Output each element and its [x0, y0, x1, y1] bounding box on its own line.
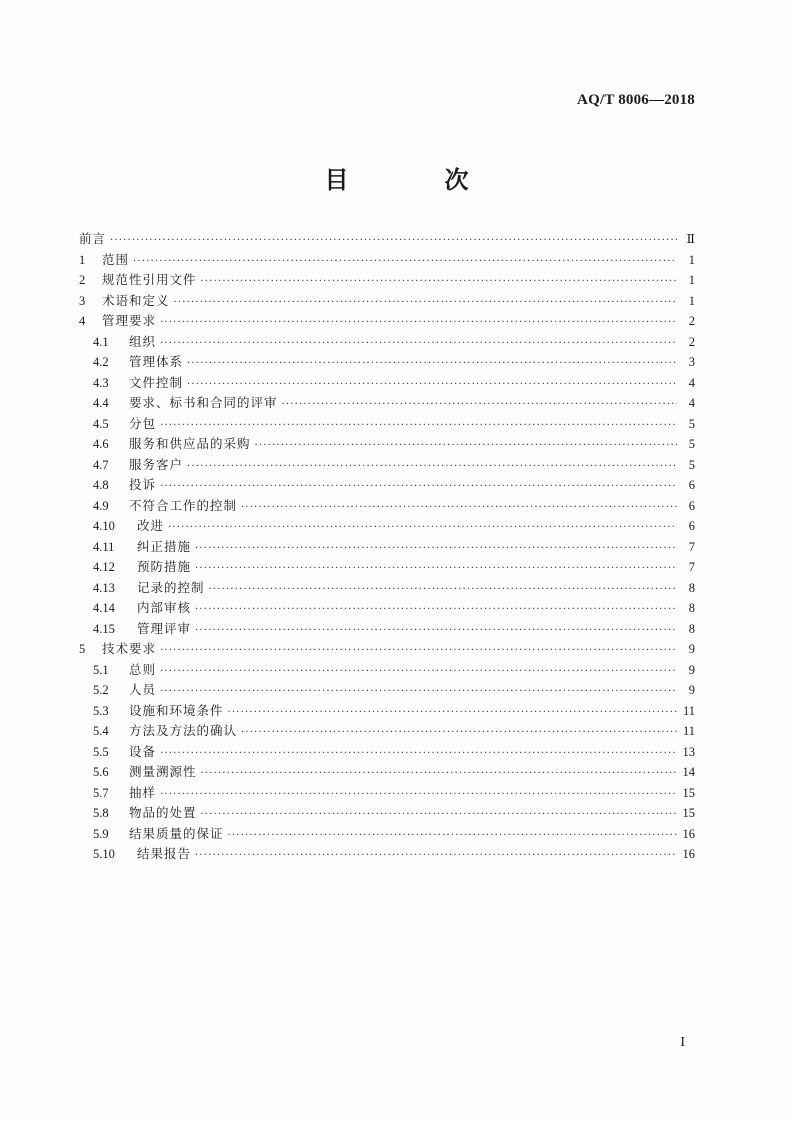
- toc-leader-dots: [241, 723, 677, 744]
- toc-entry-number: 4.10: [93, 519, 115, 533]
- toc-entry-label: 管理评审: [137, 620, 192, 636]
- toc-entry-number: 4.2: [93, 355, 109, 369]
- toc-entry[interactable]: [79, 721, 695, 742]
- toc-entry-label: 管理体系: [129, 354, 184, 369]
- toc-leader-dots: [195, 539, 677, 560]
- toc-leader-dots: [160, 744, 677, 765]
- toc-entry-number: 4.5: [93, 416, 109, 431]
- toc-entry-number: 5.7: [93, 785, 109, 800]
- toc-entry[interactable]: [79, 578, 695, 599]
- toc-leader-dots: [201, 272, 677, 293]
- toc-entry[interactable]: [79, 270, 695, 291]
- toc-entry-page: 5: [688, 437, 695, 451]
- toc-entry[interactable]: [79, 619, 695, 640]
- table-of-contents: [79, 229, 695, 865]
- toc-entry-page: Ⅱ: [686, 232, 695, 246]
- toc-leader-dots: [187, 375, 677, 396]
- toc-entry-page: 15: [682, 806, 695, 820]
- toc-entry-label: 方法及方法的确认: [129, 723, 238, 738]
- toc-entry[interactable]: [79, 496, 695, 517]
- toc-leader-dots: [195, 559, 677, 580]
- toc-entry[interactable]: [79, 291, 695, 312]
- toc-entry-number: 4.9: [93, 498, 109, 513]
- toc-entry-label: 设备: [129, 743, 157, 759]
- toc-entry[interactable]: [79, 701, 695, 722]
- toc-entry-number: 4: [79, 314, 86, 328]
- toc-entry-label: 文件控制: [129, 374, 184, 390]
- toc-leader-dots: [209, 580, 677, 601]
- toc-entry-label: 技术要求: [102, 641, 157, 656]
- toc-entry-page: 9: [688, 683, 695, 697]
- toc-leader-dots: [228, 826, 677, 847]
- toc-entry-page: 5: [688, 457, 695, 472]
- toc-entry-number: 5: [79, 642, 86, 656]
- toc-entry-page: 8: [688, 601, 695, 615]
- toc-entry[interactable]: [79, 393, 695, 414]
- toc-entry-number: 1: [79, 252, 86, 267]
- toc-entry[interactable]: [79, 557, 695, 578]
- toc-entry-label: 术语和定义: [102, 292, 170, 308]
- toc-entry-label: 测量溯源性: [129, 764, 197, 779]
- toc-entry-number: 4.1: [93, 334, 109, 349]
- toc-entry-label: 记录的控制: [137, 579, 205, 595]
- toc-entry-page: 5: [688, 416, 695, 431]
- toc-entry-page: 1: [688, 273, 695, 287]
- toc-entry-label: 物品的处置: [129, 805, 197, 820]
- toc-entry-page: 11: [682, 724, 695, 738]
- toc-entry[interactable]: [79, 516, 695, 537]
- toc-leader-dots: [187, 457, 677, 478]
- toc-leader-dots: [133, 252, 677, 273]
- toc-entry-page: 3: [688, 355, 695, 369]
- toc-entry-label: 组织: [129, 333, 157, 349]
- footer-page-number: I: [680, 1035, 685, 1050]
- toc-entry-page: 16: [682, 847, 695, 861]
- toc-leader-dots: [228, 703, 677, 724]
- toc-entry-label: 预防措施: [137, 559, 192, 574]
- toc-entry-page: 6: [688, 498, 695, 513]
- toc-entry-page: 1: [688, 252, 695, 267]
- toc-entry-page: 1: [688, 293, 695, 308]
- document-code: AQ/T 8006—2018: [577, 92, 695, 108]
- toc-entry[interactable]: [79, 352, 695, 373]
- toc-leader-dots: [195, 600, 677, 621]
- toc-entry-page: 6: [688, 519, 695, 533]
- toc-leader-dots: [282, 395, 677, 416]
- toc-entry-number: 4.3: [93, 375, 109, 390]
- toc-entry-label: 纠正措施: [137, 538, 192, 554]
- toc-entry-label: 管理要求: [102, 313, 157, 328]
- toc-leader-dots: [160, 313, 677, 334]
- toc-leader-dots: [160, 785, 677, 806]
- toc-leader-dots: [160, 477, 677, 498]
- toc-entry[interactable]: [79, 311, 695, 332]
- toc-entry-page: 4: [688, 375, 695, 390]
- toc-entry-number: 5.3: [93, 703, 109, 718]
- toc-entry-number: 5.9: [93, 826, 109, 841]
- toc-entry-page: 15: [682, 785, 695, 800]
- toc-entry[interactable]: [79, 332, 695, 353]
- toc-entry-label: 服务客户: [129, 456, 184, 472]
- toc-entry-label: 结果质量的保证: [129, 825, 224, 841]
- toc-entry-page: 2: [688, 334, 695, 349]
- toc-entry-page: 8: [688, 621, 695, 636]
- toc-entry-page: 14: [682, 765, 695, 779]
- toc-entry-label: 结果报告: [137, 846, 192, 861]
- toc-entry[interactable]: [79, 762, 695, 783]
- toc-leader-dots: [255, 436, 677, 457]
- toc-entry-label: 分包: [129, 415, 157, 431]
- toc-leader-dots: [160, 641, 677, 662]
- toc-entry[interactable]: [79, 783, 695, 804]
- toc-entry-number: 4.12: [93, 560, 115, 574]
- toc-entry-label: 投诉: [129, 477, 157, 492]
- toc-leader-dots: [174, 293, 677, 314]
- toc-entry-number: 4.4: [93, 396, 109, 410]
- toc-entry-number: 5.5: [93, 744, 109, 759]
- toc-entry-label: 规范性引用文件: [102, 272, 197, 287]
- toc-entry-page: 9: [688, 642, 695, 656]
- toc-leader-dots: [195, 621, 677, 642]
- toc-entry-number: 5.4: [93, 724, 109, 738]
- toc-entry[interactable]: [79, 844, 695, 865]
- toc-leader-dots: [201, 805, 677, 826]
- toc-entry[interactable]: [79, 475, 695, 496]
- toc-leader-dots: [160, 682, 677, 703]
- toc-entry-number: 4.7: [93, 457, 109, 472]
- toc-entry[interactable]: [79, 680, 695, 701]
- toc-entry-number: 4.14: [93, 601, 115, 615]
- toc-entry-number: 5.2: [93, 683, 109, 697]
- toc-entry-page: 7: [688, 560, 695, 574]
- toc-entry-page: 2: [688, 314, 695, 328]
- toc-leader-dots: [160, 416, 677, 437]
- toc-entry-number: 4.6: [93, 437, 109, 451]
- toc-entry[interactable]: [79, 373, 695, 394]
- toc-entry-page: 9: [688, 662, 695, 677]
- toc-entry-label: 要求、标书和合同的评审: [129, 395, 278, 410]
- toc-entry-label: 内部审核: [137, 600, 192, 615]
- toc-entry-page: 7: [688, 539, 695, 554]
- toc-entry-page: 11: [682, 703, 695, 718]
- toc-leader-dots: [160, 334, 677, 355]
- toc-entry-number: 3: [79, 293, 86, 308]
- toc-entry-page: 8: [688, 580, 695, 595]
- toc-entry-page: 6: [688, 478, 695, 492]
- toc-entry-label: 服务和供应品的采购: [129, 436, 251, 451]
- toc-leader-dots: [168, 518, 677, 539]
- toc-entry-page: 16: [682, 826, 695, 841]
- toc-entry-label: 范围: [102, 251, 130, 267]
- toc-entry-number: 4.8: [93, 478, 109, 492]
- toc-entry[interactable]: [79, 414, 695, 435]
- toc-entry[interactable]: [79, 455, 695, 476]
- toc-entry[interactable]: [79, 639, 695, 660]
- toc-entry-label: 抽样: [129, 784, 157, 800]
- toc-entry-label: 前言: [79, 231, 107, 246]
- toc-entry-number: 5.1: [93, 662, 109, 677]
- toc-entry[interactable]: [79, 229, 695, 250]
- toc-entry-page: 4: [688, 396, 695, 410]
- toc-entry-label: 人员: [129, 682, 157, 697]
- toc-entry[interactable]: [79, 742, 695, 763]
- toc-entry-number: 5.6: [93, 765, 109, 779]
- toc-entry-number: 2: [79, 273, 86, 287]
- toc-entry-number: 5.8: [93, 806, 109, 820]
- toc-entry-page: 13: [682, 744, 695, 759]
- toc-leader-dots: [160, 662, 677, 683]
- toc-entry[interactable]: [79, 250, 695, 271]
- toc-leader-dots: [110, 231, 677, 252]
- toc-entry[interactable]: [79, 434, 695, 455]
- page-title: 目 次: [324, 166, 505, 194]
- toc-entry[interactable]: [79, 824, 695, 845]
- toc-leader-dots: [195, 846, 677, 867]
- toc-entry[interactable]: [79, 660, 695, 681]
- toc-entry-label: 不符合工作的控制: [129, 497, 238, 513]
- toc-leader-dots: [187, 354, 677, 375]
- toc-entry-label: 设施和环境条件: [129, 702, 224, 718]
- toc-entry-label: 总则: [129, 661, 157, 677]
- toc-entry-number: 4.11: [93, 539, 115, 554]
- toc-leader-dots: [201, 764, 677, 785]
- toc-entry-number: 4.15: [93, 621, 115, 636]
- toc-entry-number: 5.10: [93, 847, 115, 861]
- toc-entry[interactable]: [79, 803, 695, 824]
- toc-entry-label: 改进: [137, 518, 165, 533]
- toc-entry[interactable]: [79, 537, 695, 558]
- toc-entry[interactable]: [79, 598, 695, 619]
- toc-leader-dots: [241, 498, 677, 519]
- toc-entry-number: 4.13: [93, 580, 115, 595]
